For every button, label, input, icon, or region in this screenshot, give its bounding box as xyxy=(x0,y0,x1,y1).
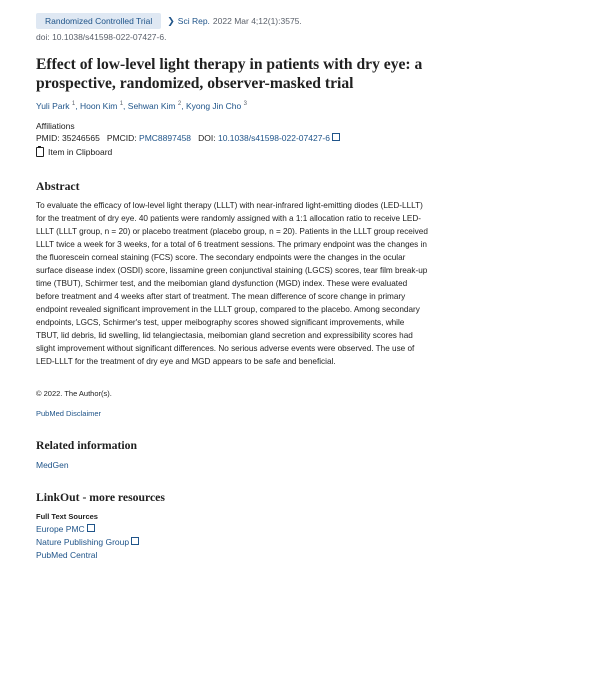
external-link-icon xyxy=(332,133,340,141)
pubmed-central-link[interactable]: PubMed Central xyxy=(36,550,98,560)
full-text-sources-heading: Full Text Sources xyxy=(36,512,98,521)
author-list: Yuli Park $^1$, Hoon Kim $^1$, Sehwan Kim $^2$, Kyong Jin Cho $^3$ xyxy=(36,101,247,111)
external-link-icon xyxy=(87,524,95,532)
abstract-heading: Abstract xyxy=(36,180,80,193)
author-affiliation-number[interactable]: 1 xyxy=(119,101,124,108)
pmid-value: 35246565 xyxy=(62,133,100,143)
publication-type-badge[interactable]: Randomized Controlled Trial xyxy=(36,13,161,29)
linkout-item[interactable] xyxy=(36,523,139,536)
abstract-text: To evaluate the efficacy of low-level light therapy (LLLT) with near-infrared light-emitting diodes (LED-LLLT) for the treatment of dry eye. 40 patients were randomly assigned with a 1:1 allocation ratio to receive LED-LLLT (LLLT group, n = 20) or placebo treatment (placebo group, n = 20). Patients in the LLLT group received LLLT twice a week for 3 weeks, for a total of 6 treatment sessions. The primary endpoint was the changes in the fluorescein corneal staining (FCS) score. The secondary endpoints were the changes in the ocular surface disease index (OSDI) score, lissamine green conjunctival staining (LGCS) scores, tear film break-up time (TBUT), Schirmer test, and the meibomian gland dysfunction (MGD) index. These were evaluated before treatment and 4 weeks after start of treatment. The mean difference of score change in primary endpoint revealed significant improvement in the LLLT group, compared to the placebo. Among secondary endpoints, LGCS, Schirmer's test, upper meibography scores showed significant improvements, while TBUT, lid debris, lid swelling, lid telangiectasia, meibomian gland secretion and expressibility scores had slight improvement without significant differences. No serious adverse events were observed. The use of LED-LLLT for the treatment of dry eye and MGD appears to be safe and beneficial. xyxy=(36,201,428,366)
related-information-heading: Related information xyxy=(36,439,137,452)
doi-label: DOI: xyxy=(198,133,216,143)
author-link[interactable]: Hoon Kim xyxy=(80,101,118,111)
author-affiliation-number[interactable]: 3 xyxy=(243,101,247,108)
citation-doi: doi: 10.1038/s41598-022-07427-6. xyxy=(36,32,167,42)
clipboard-status[interactable] xyxy=(36,147,112,157)
affiliations-toggle[interactable]: Affiliations xyxy=(36,121,75,131)
pmcid-link[interactable]: PMC8897458 xyxy=(139,133,192,143)
citation-bar xyxy=(36,13,302,29)
author-affiliation-number[interactable]: 1 xyxy=(71,101,76,108)
nature-publishing-group-link[interactable]: Nature Publishing Group xyxy=(36,537,130,547)
europe-pmc-link[interactable]: Europe PMC xyxy=(36,524,85,534)
clipboard-label: Item in Clipboard xyxy=(48,147,113,157)
citation-info: 2022 Mar 4;12(1):3575. xyxy=(212,16,302,26)
linkout-heading: LinkOut - more resources xyxy=(36,491,165,504)
linkout-item[interactable] xyxy=(36,536,139,549)
author-affiliation-number[interactable]: 2 xyxy=(177,101,182,108)
doi-link[interactable]: 10.1038/s41598-022-07427-6 xyxy=(217,133,330,143)
author-link[interactable]: Sehwan Kim xyxy=(127,101,176,111)
pmid-label: PMID: xyxy=(36,133,60,143)
chevron-right-icon: ❯ xyxy=(167,15,175,26)
linkout-links xyxy=(36,523,139,562)
identifiers xyxy=(36,133,340,143)
linkout-item[interactable] xyxy=(36,549,139,562)
article-title: Effect of low-level light therapy in patients with dry eye: a prospective, randomized, observer-masked trial xyxy=(36,56,423,92)
pmcid-label: PMCID: xyxy=(106,133,137,143)
author-link[interactable]: Kyong Jin Cho xyxy=(185,101,242,111)
external-link-icon xyxy=(131,537,139,545)
journal-link[interactable]: Sci Rep. xyxy=(177,16,210,26)
copyright-notice: © 2022. The Author(s). xyxy=(36,389,112,398)
author-link[interactable]: Yuli Park xyxy=(36,101,70,111)
clipboard-icon xyxy=(36,147,44,157)
pubmed-disclaimer-link[interactable]: PubMed Disclaimer xyxy=(36,409,102,418)
medgen-link[interactable]: MedGen xyxy=(36,460,69,470)
